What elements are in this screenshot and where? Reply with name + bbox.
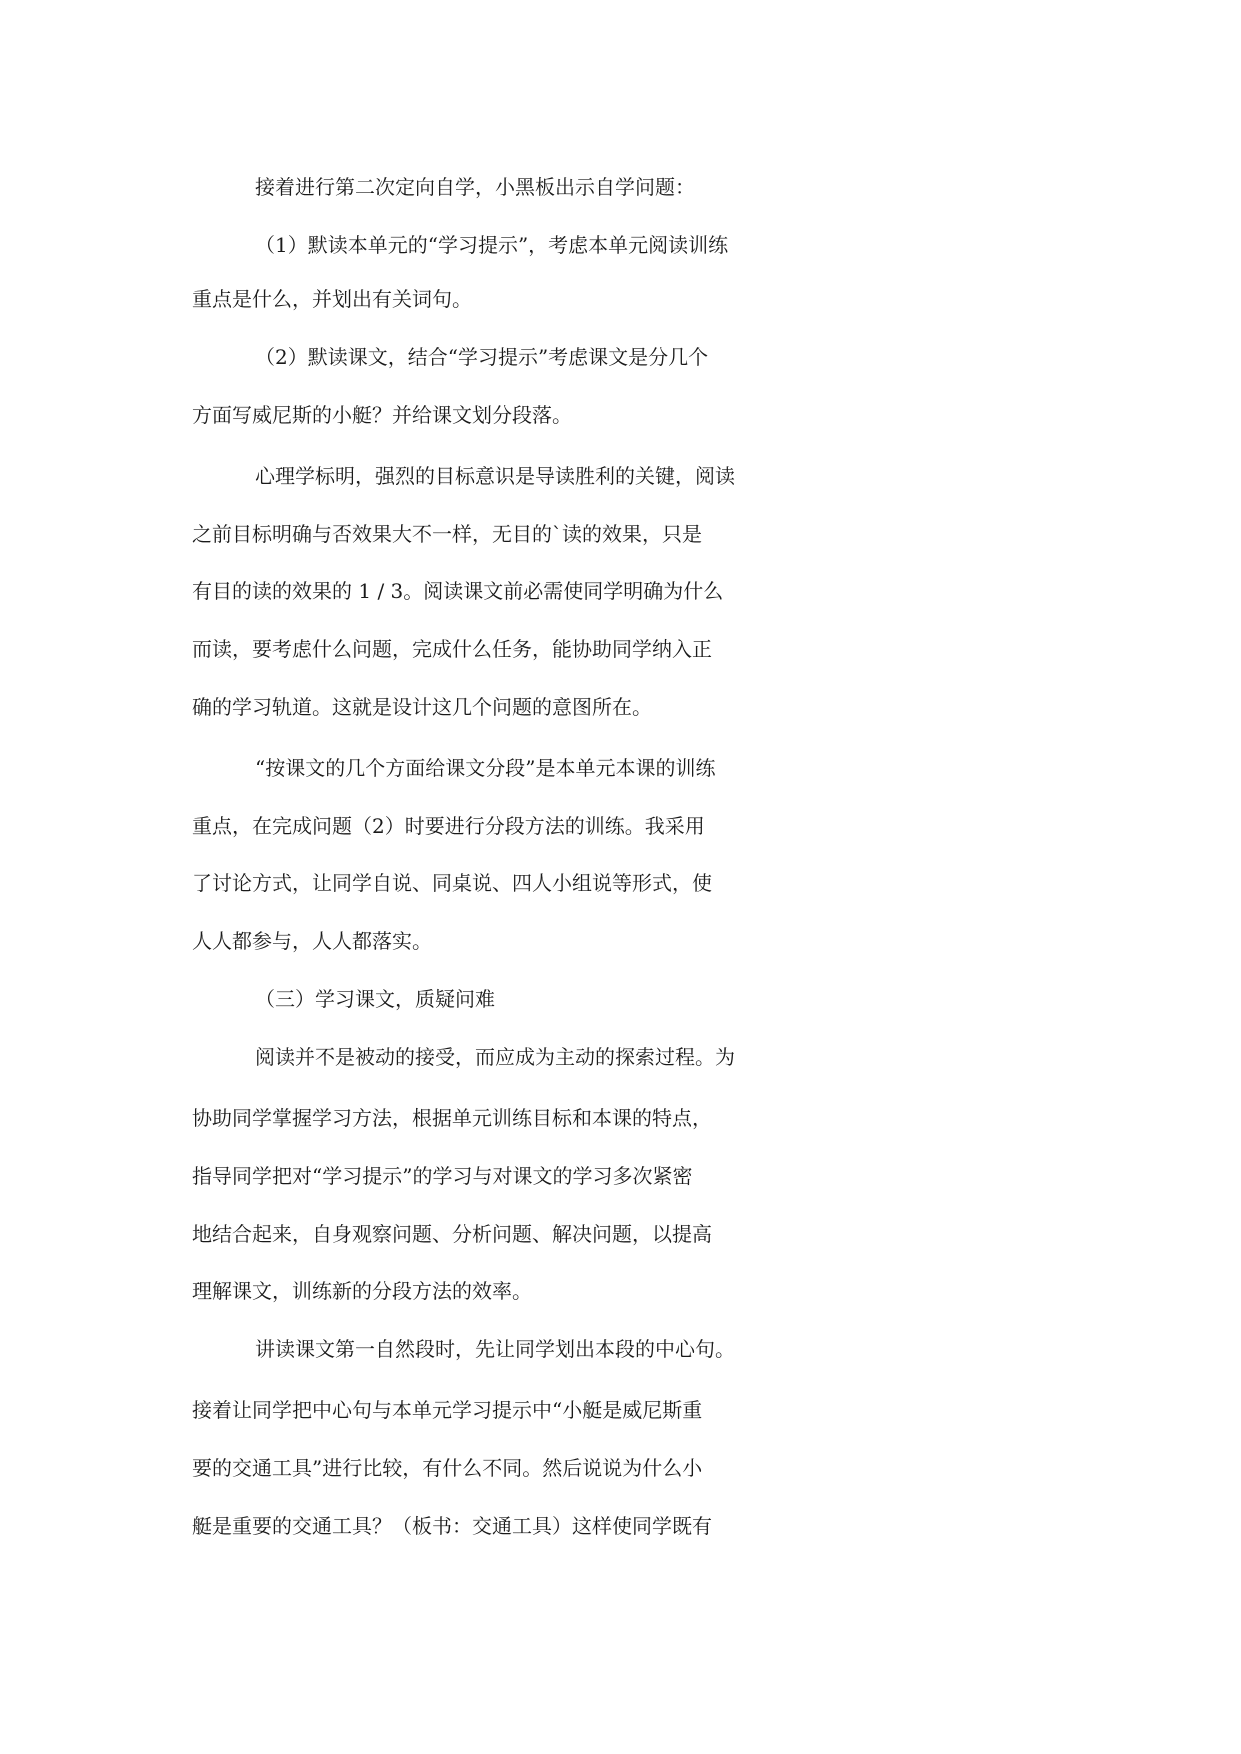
text-line: 接着让同学把中心句与本单元学习提示中“小艇是威尼斯重	[192, 1398, 703, 1422]
text-line: 有目的读的效果的 1 / 3。阅读课文前必需使同学明确为什么	[192, 579, 724, 603]
text-line: 心理学标明，强烈的目标意识是导读胜利的关键，阅读	[255, 464, 735, 488]
text-line: 方面写威尼斯的小艇？并给课文划分段落。	[192, 403, 572, 427]
text-line: 讲读课文第一自然段时，先让同学划出本段的中心句。	[255, 1337, 735, 1361]
text-line: 要的交通工具”进行比较，有什么不同。然后说说为什么小	[192, 1456, 703, 1480]
text-line: 理解课文，训练新的分段方法的效率。	[192, 1279, 532, 1303]
text-line: 艇是重要的交通工具？（板书：交通工具）这样使同学既有	[192, 1514, 712, 1538]
text-line: 了讨论方式，让同学自说、同桌说、四人小组说等形式，使	[192, 871, 712, 895]
text-line: 而读，要考虑什么问题，完成什么任务，能协助同学纳入正	[192, 637, 712, 661]
text-line: 指导同学把对“学习提示”的学习与对课文的学习多次紧密	[192, 1164, 693, 1188]
text-line: 人人都参与，人人都落实。	[192, 929, 432, 953]
text-line: （1）默读本单元的“学习提示”，考虑本单元阅读训练	[255, 233, 729, 257]
text-line: 接着进行第二次定向自学，小黑板出示自学问题：	[255, 175, 695, 199]
text-line: 重点是什么，并划出有关词句。	[192, 287, 472, 311]
text-line: 协助同学掌握学习方法，根据单元训练目标和本课的特点，	[192, 1106, 712, 1130]
text-line: （2）默读课文，结合“学习提示”考虑课文是分几个	[255, 345, 709, 369]
text-line: 地结合起来，自身观察问题、分析问题、解决问题，以提高	[192, 1222, 712, 1246]
text-line: 之前目标明确与否效果大不一样，无目的`读的效果，只是	[192, 522, 702, 546]
text-line: 确的学习轨道。这就是设计这几个问题的意图所在。	[192, 695, 652, 719]
text-line: “按课文的几个方面给课文分段”是本单元本课的训练	[255, 756, 716, 780]
text-line: 阅读并不是被动的接受，而应成为主动的探索过程。为	[255, 1045, 735, 1069]
section-heading: （三）学习课文，质疑问难	[255, 987, 495, 1011]
text-line: 重点，在完成问题（2）时要进行分段方法的训练。我采用	[192, 814, 705, 838]
